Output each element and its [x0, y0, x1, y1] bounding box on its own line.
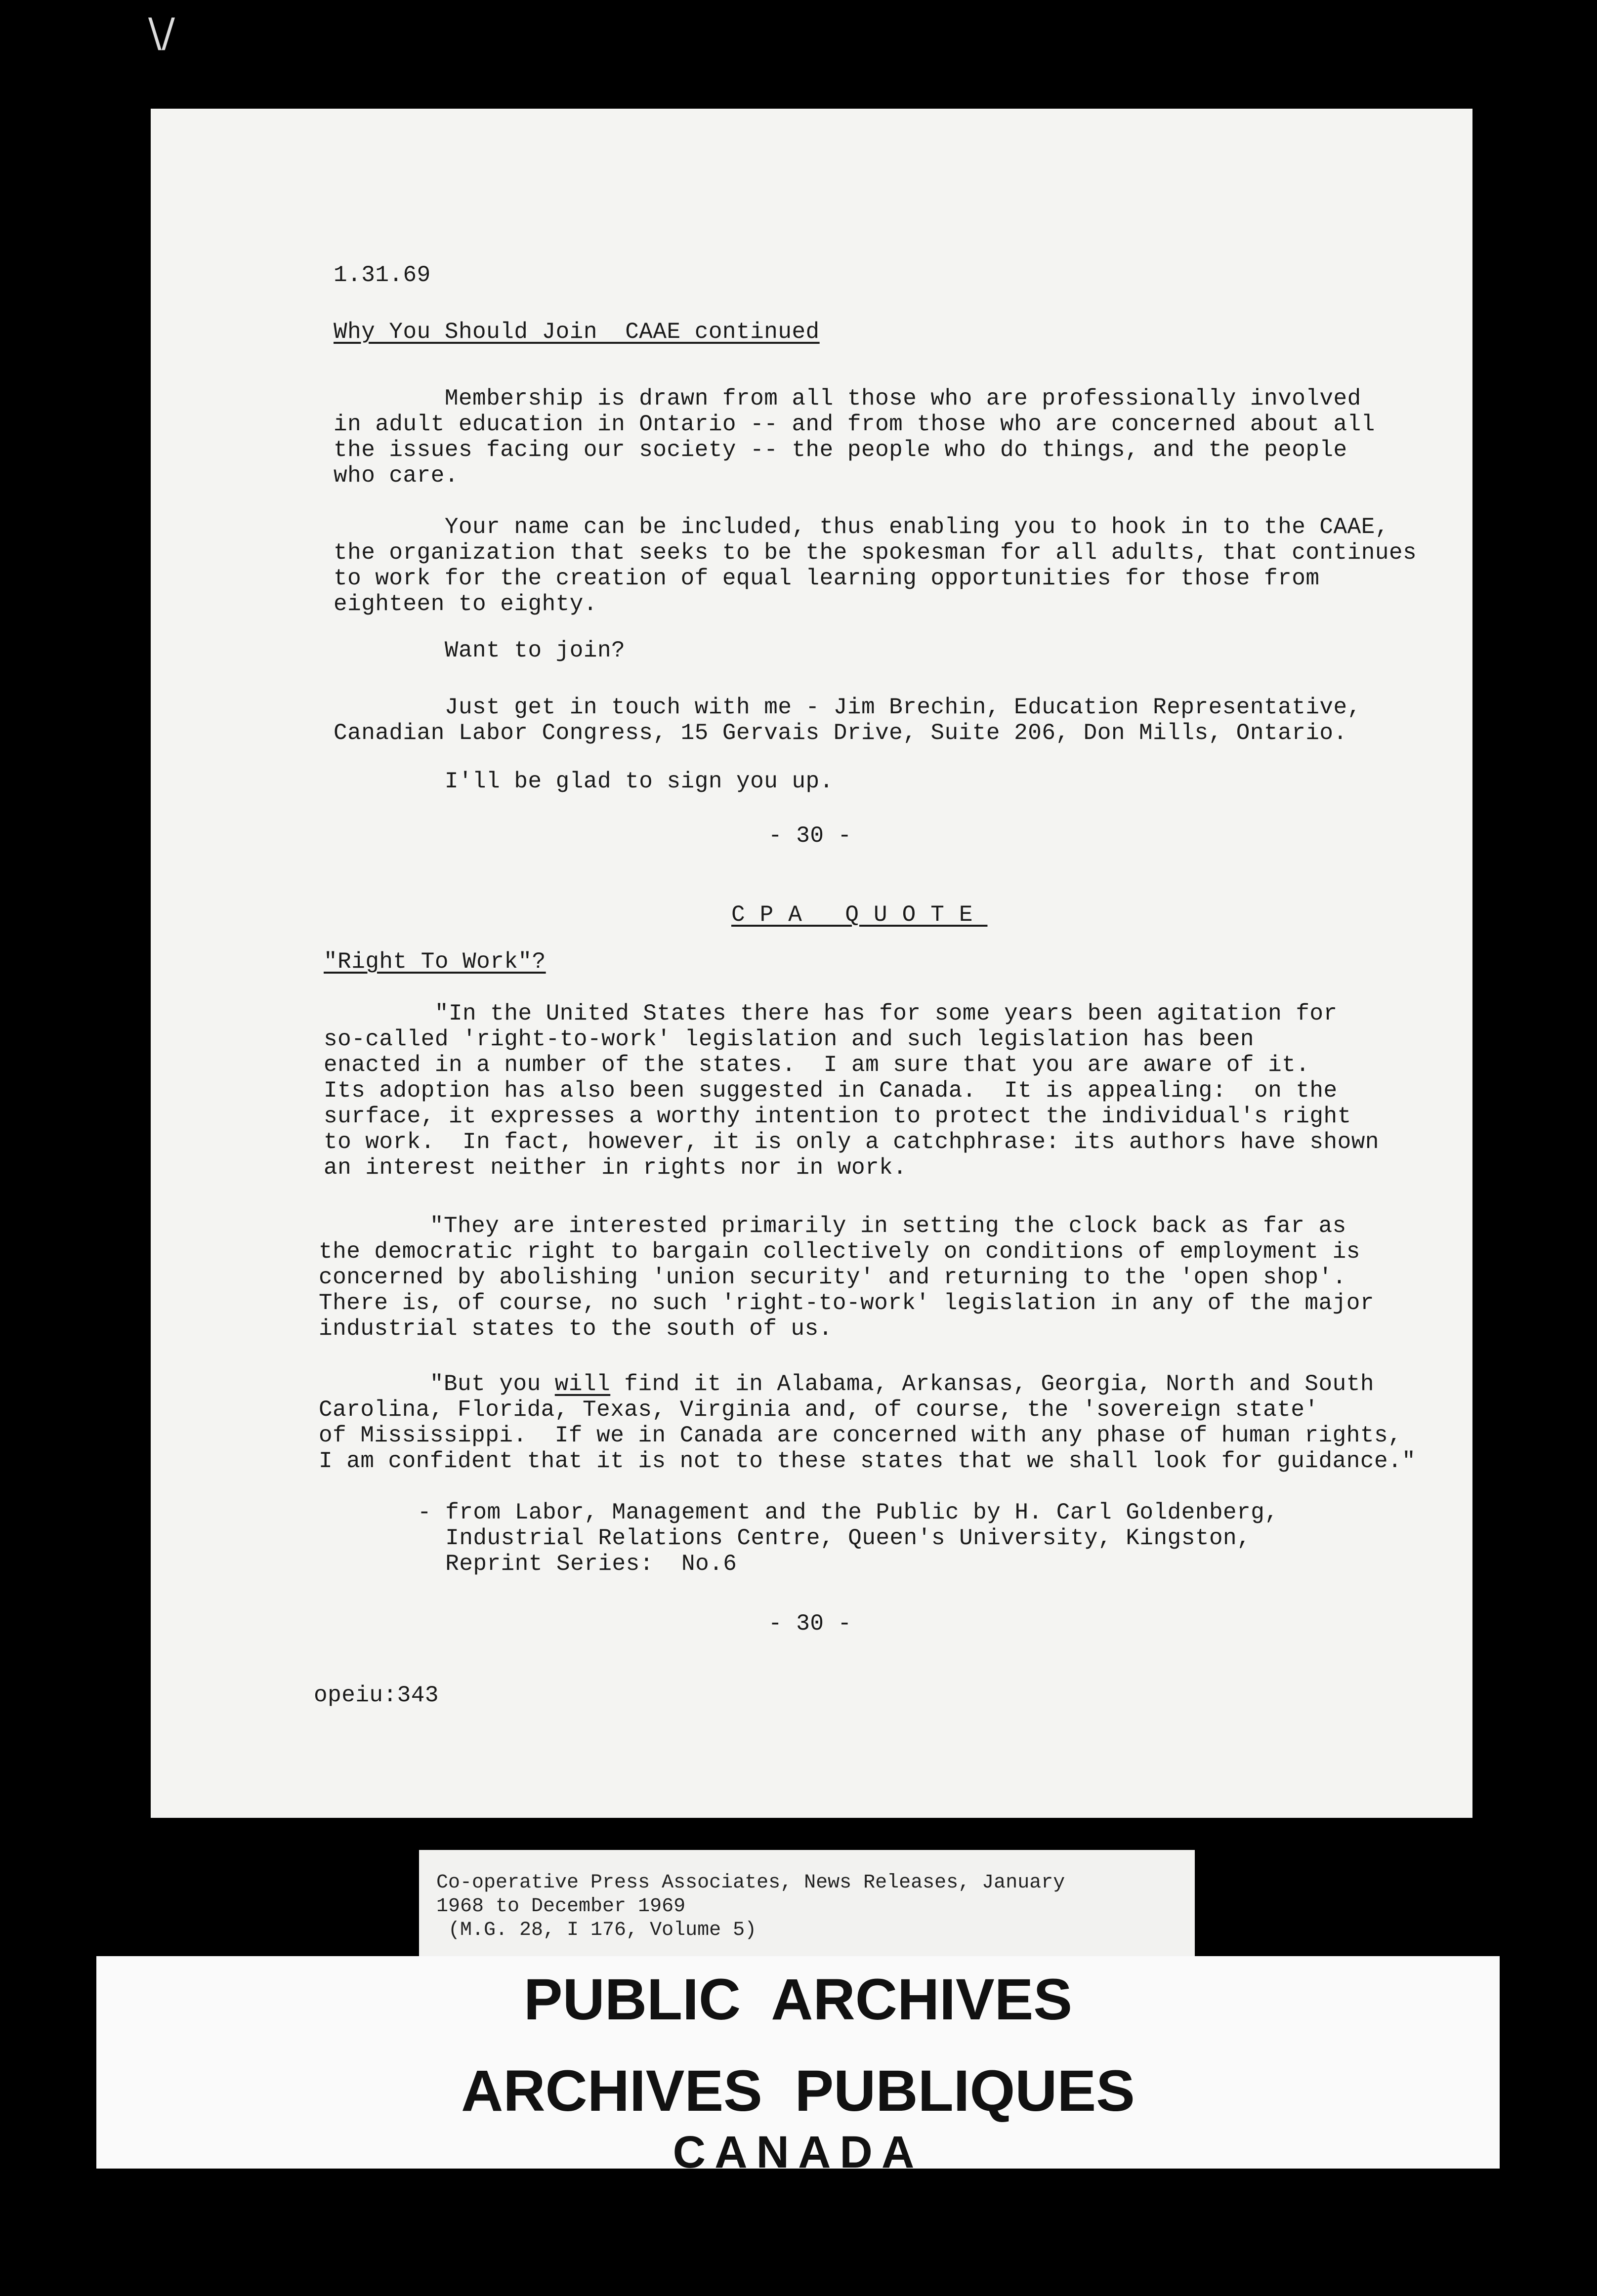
banner-line-english: PUBLIC ARCHIVES	[523, 1967, 1073, 2032]
paragraph-line: I'll be glad to sign you up.	[334, 769, 834, 794]
quote-line: concerned by abolishing 'union security' and returning to the 'open shop'.	[319, 1265, 1346, 1290]
paragraph-line: eighteen to eighty.	[334, 591, 597, 617]
heading-why-join: Why You Should Join CAAE continued	[334, 319, 820, 345]
quote-line: "They are interested primarily in setting the clock back as far as	[319, 1213, 1346, 1239]
quote-line: to work. In fact, however, it is only a catchphrase: its authors have shown	[324, 1129, 1379, 1155]
quote-line: Its adoption has also been suggested in Canada. It is appealing: on the	[324, 1078, 1338, 1104]
document-date: 1.31.69	[334, 262, 431, 288]
paragraph-line: who care.	[334, 463, 459, 489]
paragraph-line: Your name can be included, thus enabling you to hook in to the CAAE,	[334, 514, 1389, 540]
quote-line: of Mississippi. If we in Canada are concerned with any phase of human rights,	[319, 1423, 1402, 1448]
paragraph-line: Canadian Labor Congress, 15 Gervais Drive, Suite 206, Don Mills, Ontario.	[334, 720, 1347, 746]
banner-line-canada: CANADA	[672, 2127, 924, 2177]
emphasis-will: will	[554, 1371, 611, 1397]
source-line: - from Labor, Management and the Public by H. Carl Goldenberg,	[418, 1500, 1279, 1525]
paragraph-line: in adult education in Ontario -- and from those who are concerned about all	[334, 411, 1375, 437]
quote-line: industrial states to the south of us.	[319, 1316, 833, 1342]
paragraph-line: Just get in touch with me - Jim Brechin, Education Representative,	[334, 695, 1361, 720]
quote-line: There is, of course, no such 'right-to-work' legislation in any of the major	[319, 1290, 1374, 1316]
source-line: Reprint Series: No.6	[418, 1551, 737, 1577]
archive-reference-card	[419, 1850, 1195, 1964]
paragraph-line: Want to join?	[334, 638, 626, 663]
quote-line-first	[319, 1371, 1374, 1397]
quote-line: enacted in a number of the states. I am sure that you are aware of it.	[324, 1052, 1310, 1078]
paragraph-line: Membership is drawn from all those who are professionally involved	[334, 386, 1361, 411]
quote-line-start: "But you	[319, 1371, 555, 1397]
public-archives-banner	[96, 1956, 1500, 2177]
separator-thirty: - 30 -	[768, 1611, 852, 1637]
heading-right-to-work: "Right To Work"?	[324, 949, 546, 975]
quote-line: the democratic right to bargain collectively on conditions of employment is	[319, 1239, 1360, 1265]
quote-line: Carolina, Florida, Texas, Virginia and, of course, the 'sovereign state'	[319, 1397, 1319, 1423]
paragraph-line: to work for the creation of equal learning opportunities for those from	[334, 566, 1320, 591]
footer-code: opeiu:343	[314, 1682, 439, 1708]
quote-line-rest: find it in Alabama, Arkansas, Georgia, North and South	[610, 1371, 1374, 1397]
cpa-quote-heading: CPA QUOTE	[731, 902, 988, 928]
paragraph-line: the issues facing our society -- the people who do things, and the people	[334, 437, 1347, 463]
corner-mark-left: \/	[148, 10, 175, 56]
quote-line: an interest neither in rights nor in work.	[324, 1155, 907, 1181]
document-page	[151, 109, 1472, 1818]
quote-line: "In the United States there has for some years been agitation for	[324, 1001, 1338, 1026]
banner-line-french: ARCHIVES PUBLIQUES	[461, 2058, 1135, 2124]
card-line: (M.G. 28, I 176, Volume 5)	[436, 1919, 757, 1941]
card-line: 1968 to December 1969	[436, 1895, 686, 1918]
separator-thirty: - 30 -	[768, 823, 852, 849]
source-line: Industrial Relations Centre, Queen's University, Kingston,	[418, 1525, 1251, 1551]
quote-line: I am confident that it is not to these states that we shall look for guidance."	[319, 1448, 1416, 1474]
card-line: Co-operative Press Associates, News Releases, January	[436, 1872, 1065, 1894]
paragraph-line: the organization that seeks to be the spokesman for all adults, that continues	[334, 540, 1417, 566]
quote-line: so-called 'right-to-work' legislation and such legislation has been	[324, 1026, 1255, 1052]
quote-line: surface, it expresses a worthy intention to protect the individual's right	[324, 1104, 1351, 1129]
